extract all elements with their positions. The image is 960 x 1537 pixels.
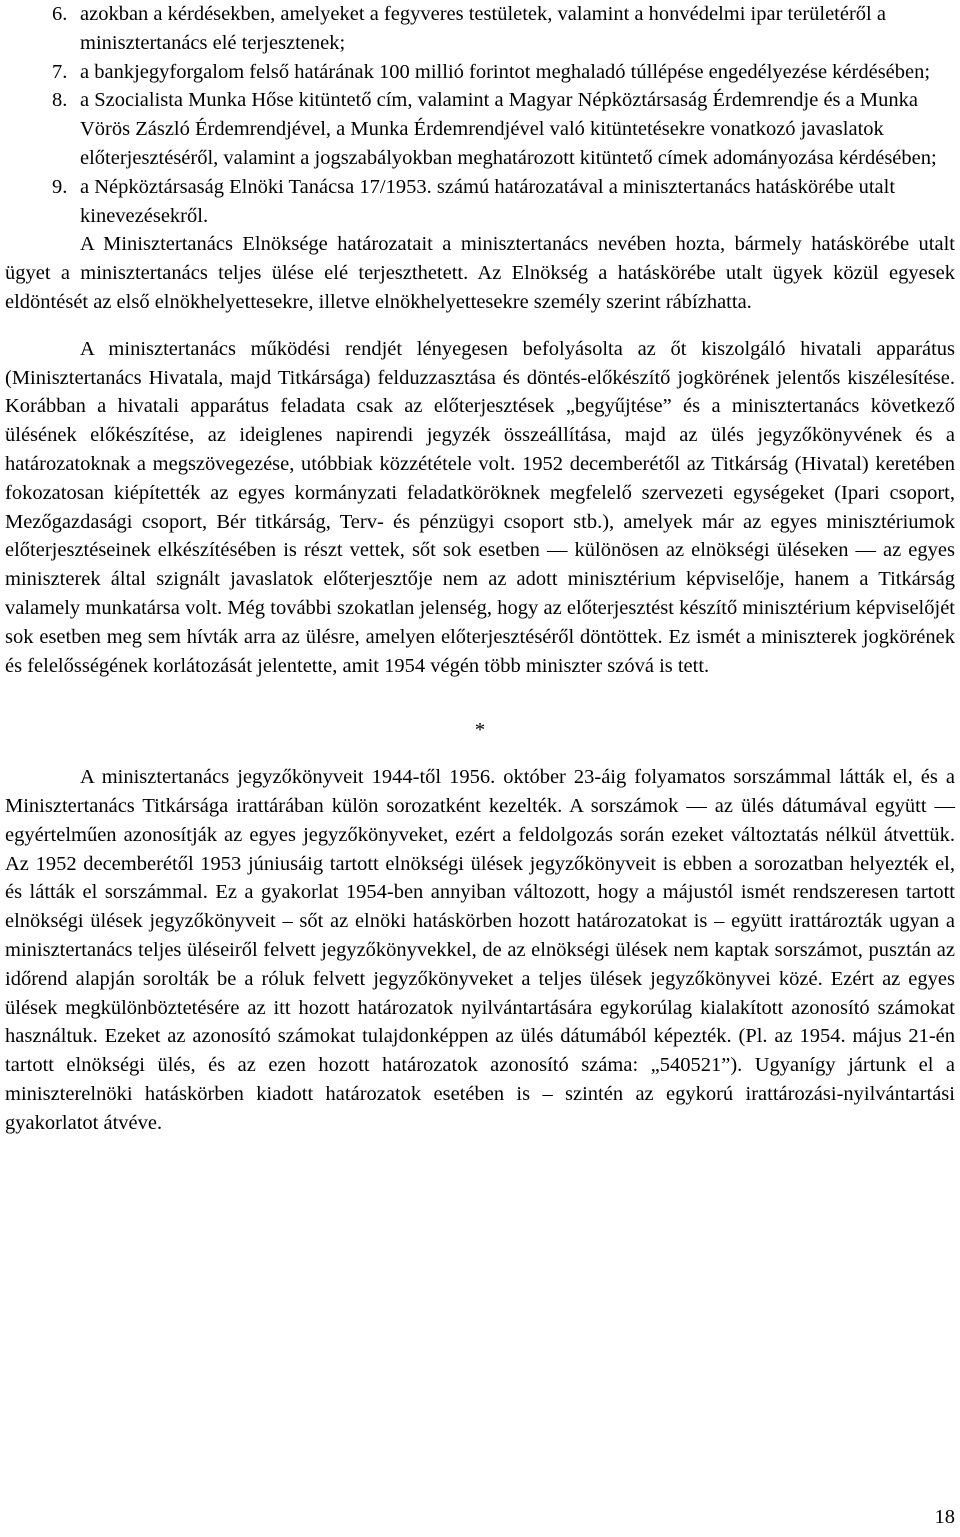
competence-list	[5, 0, 955, 230]
paragraph-presidium: A Minisztertanács Elnöksége határozatait a minisztertanács nevében hozta, bármely hatáskörébe utalt ügyet a minisztertanács teljes ülése elé terjeszthetett. Az Elnökség a hatáskörébe utalt ügyek közül egyesek eldöntését az első elnökhelyettesekre, illetve elnökhelyettesekre személy szerint rábízhatta.	[5, 233, 955, 313]
paragraph-gap	[5, 680, 955, 698]
list-item-number: 8.	[52, 89, 68, 112]
list-item-text: a bankjegyforgalom felső határának 100 millió forintot meghaladó túllépése engedélyezése kérdésében;	[80, 60, 931, 83]
section-separator: *	[474, 719, 486, 742]
paragraph-apparatus: A minisztertanács működési rendjét lényegesen befolyásolta az őt kiszolgáló hivatali apparátus (Minisztertanács Hivatala, majd Titkársága) felduzzasztása és döntés-előkészítő jogkörének jelentős kiszélesítése. Korábban a hivatali apparátus feladata csak az előterjesztések „begyűjtése” és a minisztertanács következő ülésének előkészítése, az ideiglenes napirendi jegyzék összeállítása, majd az ülés jegyzőkönyvének és a határozatoknak a megszövegezése, utóbbiak közzététele volt. 1952 decemberétől az Titkárság (Hivatal) keretében fokozatosan kiépítették az egyes kormányzati feladatköröknek megfelelő szervezeti egységeket (Ipari csoport, Mezőgazdasági csoport, Bér titkárság, Terv- és pénzügyi csoport stb.), amelyek már az egyes minisztériumok előterjesztéseinek elkészítésében is részt vettek, sőt sok esetben — különösen az elnökségi üléseken — az egyes miniszterek által szignált javaslatok előterjesztője nem az adott minisztérium képviselője, hanem a Titkárság valamely munkatársa volt. Még további szokatlan jelenség, hogy az előterjesztést készítő minisztérium képviselőjét sok esetben meg sem hívták arra az ülésre, amelyen előterjesztéséről döntöttek. Ez ismét a miniszterek jogkörének és felelősségének korlátozását jelentette, amit 1954 végén több miniszter szóvá is tett.	[5, 337, 955, 677]
list-item-text: a Népköztársaság Elnöki Tanácsa 17/1953. számú határozatával a minisztertanács hatáskörébe utalt kinevezésekről.	[80, 175, 896, 227]
paragraph-minutes: A minisztertanács jegyzőkönyveit 1944-től 1956. október 23-áig folyamatos sorszámmal látták el, és a Minisztertanács Titkársága irattárában külön sorozatként kezelték. A sorszámok — az ülés dátumával együtt — egyértelműen azonosítják az egyes jegyzőkönyveket, ezért a feldolgozás során ezeket változtatás nélkül átvettük. Az 1952 decemberétől 1953 júniusáig tartott elnökségi ülések jegyzőkönyveit is ebben a sorozatban helyezték el, és látták el sorszámmal. Ez a gyakorlat 1954-ben annyiban változott, hogy a májustól ismét rendszeresen tartott elnökségi ülések jegyzőkönyveit – sőt az elnöki hatáskörben hozott határozatokat is – együtt irattározták ugyan a minisztertanács teljes üléseiről felvett jegyzőkönyvekkel, de az elnökségi ülések nem kaptak sorszámot, pusztán az időrend alapján sorolták be a róluk felvett jegyzőkönyveket a teljes ülések jegyzőkönyvei közé. Ezért az egyes ülések megkülönböztetésére az itt hozott határozatok nyilvántartására egykorúlag kialakított azonosító számokat használtuk. Ezeket az azonosító számokat tulajdonképpen az ülés dátumából képezték. (Pl. az 1954. május 21-én tartott elnökségi ülés, és az ezen hozott határozatok azonosító száma: „540521”). Ugyanígy jártunk el a miniszterelnöki hatáskörben kiadott határozatok esetében is – szintén az egykorú irattározási-nyilvántartási gyakorlatot átvéve.	[5, 766, 955, 1134]
list-item-text: azokban a kérdésekben, amelyeket a fegyveres testületek, valamint a honvédelmi ipar területéről a minisztertanács elé terjesztenek;	[80, 3, 886, 54]
list-item	[5, 86, 955, 172]
paragraph-gap	[5, 745, 955, 763]
list-item-text: a Szocialista Munka Hőse kitüntető cím, valamint a Magyar Népköztársaság Érdemrendje és a Munka Vörös Zászló Érdemrendjével, a Munka Érdemrendjével való kitüntetésekre vonatkozó javaslatok előterjesztéséről, valamint a jogszabályokban meghatározott kitüntető címek adományozása kérdésében;	[80, 89, 937, 169]
document-page	[5, 0, 955, 1537]
paragraph-gap	[5, 317, 955, 335]
list-item-number: 7.	[52, 60, 68, 83]
list-item	[5, 173, 955, 231]
page-number: 18	[934, 1506, 955, 1528]
paragraph-gap	[5, 698, 955, 716]
list-item	[5, 58, 955, 87]
list-item	[5, 0, 955, 58]
list-item-number: 9.	[52, 175, 68, 198]
list-item-number: 6.	[52, 3, 68, 25]
